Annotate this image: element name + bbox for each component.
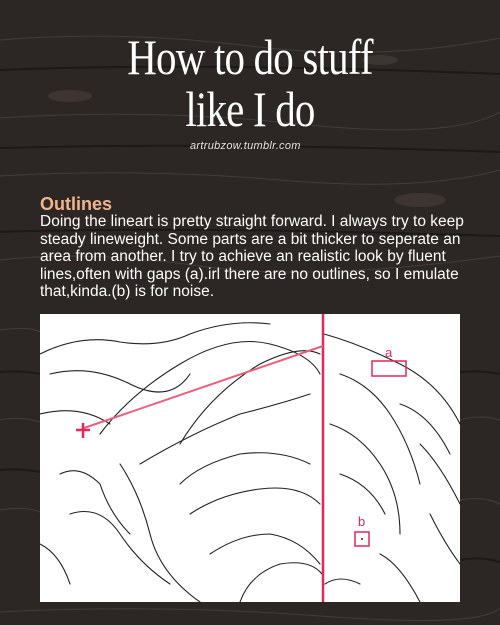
section-text: Doing the lineart is pretty straight forward. I always try to keep steady lineweight. Some parts are a bit thicker to seperate an area from another. I try to achieve an realistic look by fluent lines,often with gaps (a).irl there are no outlines, so I emulate that,kinda.(b) is for noise.: [40, 213, 464, 300]
lineart-drawing: [40, 314, 460, 602]
marker-label-b: b: [358, 514, 366, 529]
lineart-figure: [40, 314, 460, 602]
section-heading: Outlines: [40, 194, 113, 214]
title-line-2: like I do: [185, 81, 315, 137]
marker-label-a: a: [385, 345, 393, 360]
site-url: artrubzow.tumblr.com: [190, 140, 301, 152]
title-line-1: How to do stuff: [127, 29, 373, 85]
